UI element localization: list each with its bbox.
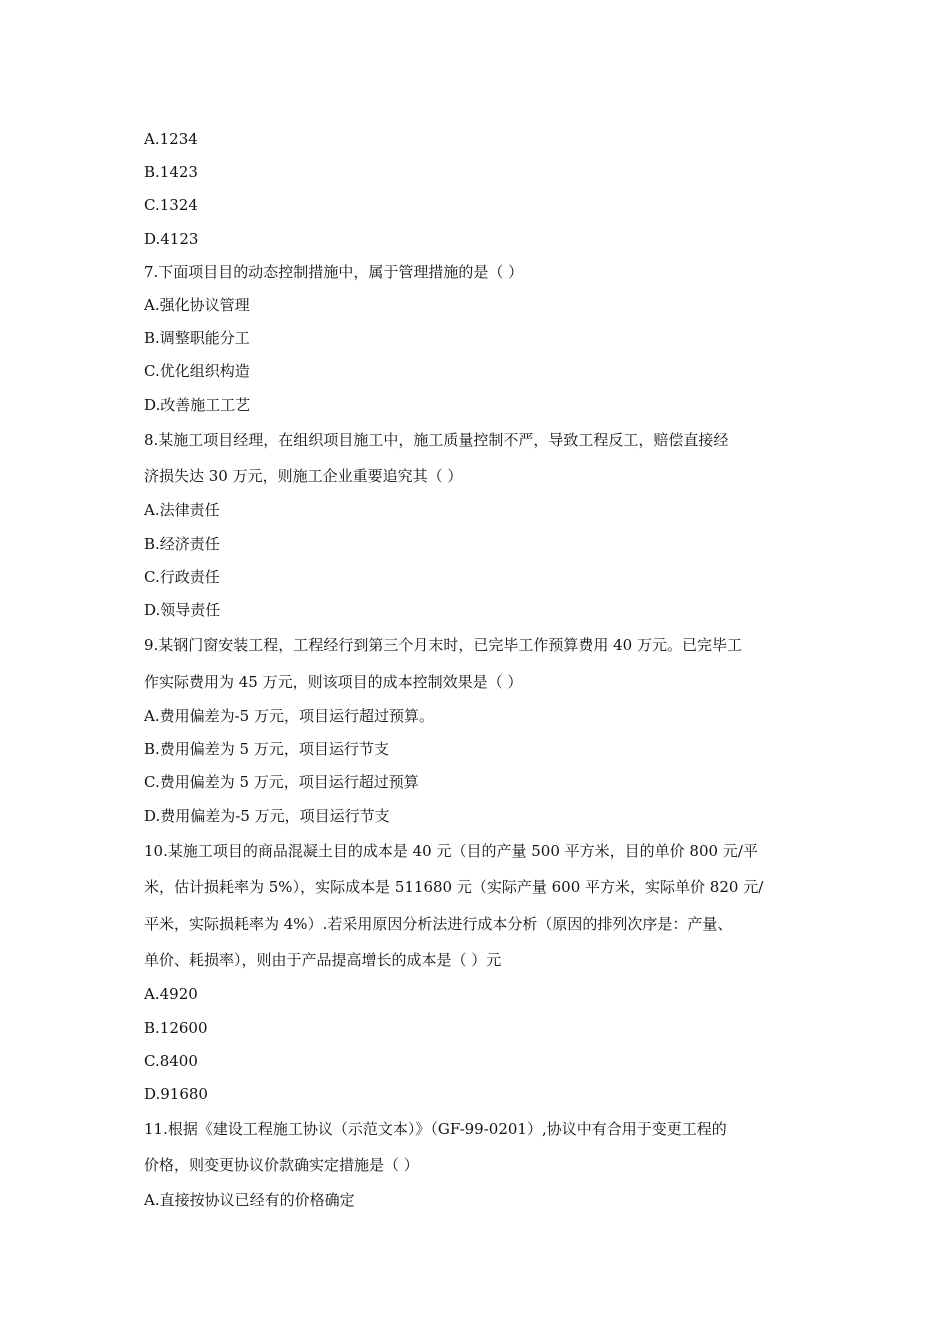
- option-line: D.费用偏差为-5 万元，项目运行节支: [144, 806, 390, 825]
- question-stem: 7.下面项目目的动态控制措施中，属于管理措施的是（ ）: [144, 262, 524, 281]
- option-line: A.直接按协议已经有的价格确定: [144, 1190, 355, 1209]
- option-line: B.费用偏差为 5 万元，项目运行节支: [144, 740, 389, 759]
- option-line: D.4123: [144, 229, 199, 248]
- option-line: D.91680: [144, 1084, 208, 1103]
- question-stem: 11.根据《建设工程施工协议（示范文本）》（GF-99-0201）,协议中有合用于变更工程的: [144, 1120, 727, 1139]
- option-line: B.调整职能分工: [144, 329, 250, 348]
- option-line: D.改善施工工艺: [144, 395, 251, 414]
- question-stem: 平米，实际损耗率为 4%）.若采用原因分析法进行成本分析（原因的排列次序是：产量、: [144, 914, 733, 933]
- question-stem: 10.某施工项目的商品混凝土目的成本是 40 元（目的产量 500 平方米，目的单价 800 元/平: [144, 841, 758, 860]
- option-line: A.费用偏差为-5 万元，项目运行超过预算。: [144, 707, 434, 725]
- option-line: A.4920: [144, 985, 198, 1004]
- option-line: C.8400: [144, 1051, 198, 1070]
- question-stem: 8.某施工项目经理，在组织项目施工中，施工质量控制不严，导致工程反工，赔偿直接经: [144, 430, 729, 449]
- option-line: A.1234: [144, 130, 198, 148]
- option-line: C.优化组织构造: [144, 362, 250, 381]
- option-line: C.行政责任: [144, 567, 220, 586]
- document-page: [144, 123, 809, 1217]
- question-stem: 9.某钢门窗安装工程，工程经行到第三个月末时，已完毕工作预算费用 40 万元。已完毕工: [144, 636, 742, 655]
- question-stem: 米，估计损耗率为 5%），实际成本是 511680 元（实际产量 600 平方米，实际单价 820 元/: [144, 878, 764, 897]
- option-line: B.12600: [144, 1018, 208, 1037]
- option-line: A.强化协议管理: [144, 295, 250, 314]
- option-line: B.经济责任: [144, 534, 220, 553]
- option-line: C.费用偏差为 5 万元，项目运行超过预算: [144, 773, 419, 792]
- option-line: A.法律责任: [144, 501, 220, 520]
- question-stem: 作实际费用为 45 万元，则该项目的成本控制效果是（ ）: [144, 672, 523, 691]
- question-stem: 价格，则变更协议价款确实定措施是（ ）: [144, 1156, 419, 1175]
- option-line: C.1324: [144, 196, 198, 215]
- question-stem: 单价、耗损率），则由于产品提高增长的成本是（ ）元: [144, 950, 502, 969]
- option-line: D.领导责任: [144, 601, 221, 620]
- option-line: B.1423: [144, 163, 198, 182]
- question-stem: 济损失达 30 万元，则施工企业重要追究其（ ）: [144, 467, 463, 486]
